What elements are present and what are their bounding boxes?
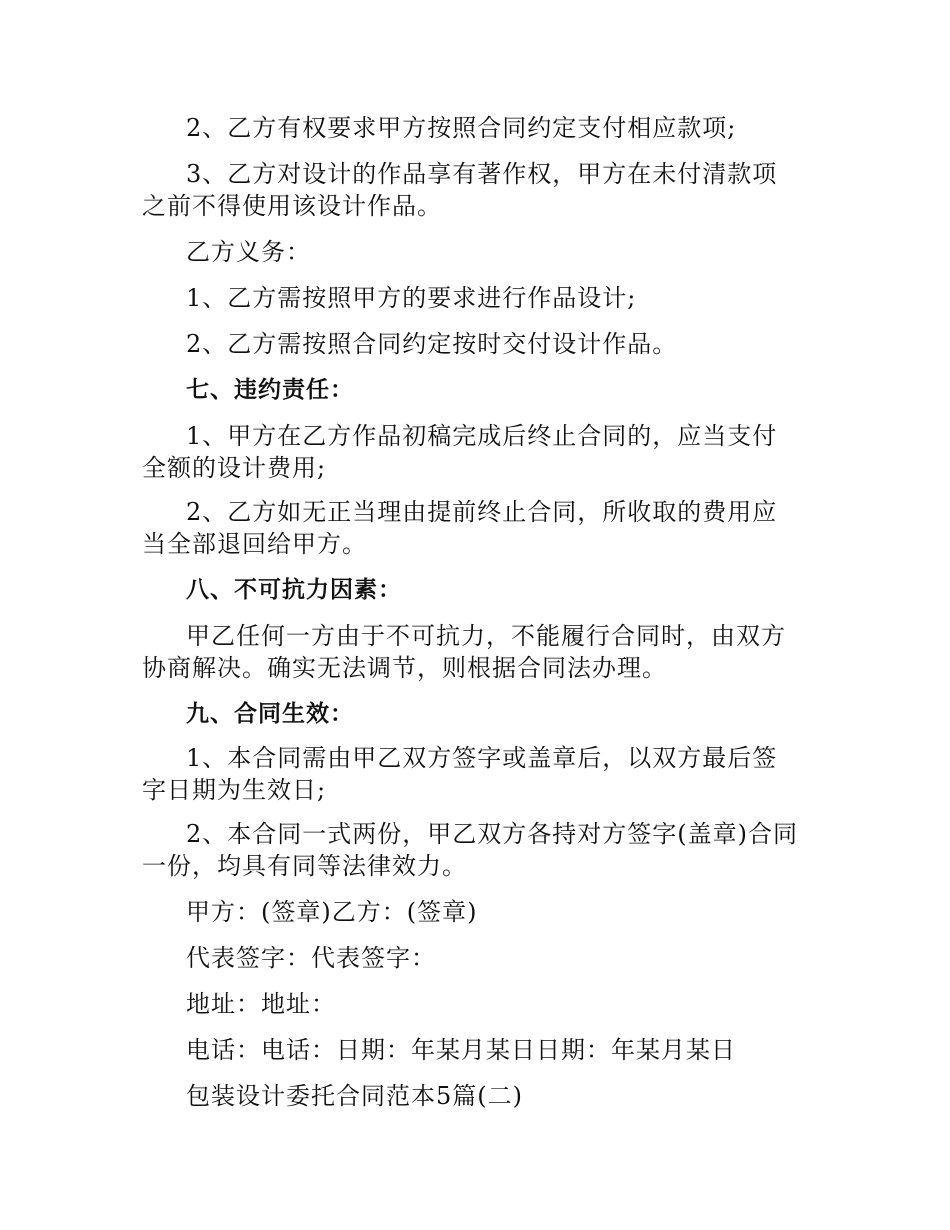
paragraph-obligations-title: 乙方义务： — [186, 238, 311, 266]
section-heading-force-majeure: 八、不可抗力因素： — [186, 577, 402, 603]
paragraph-rights-2: 2、乙方有权要求甲方按照合同约定支付相应款项; — [186, 114, 737, 142]
paragraph-force-majeure: 甲乙任何一方由于不可抗力，不能履行合同时，由双方协商解决。确实无法调节，则根据合同法办理。 — [142, 622, 786, 682]
address-line: 地址：地址： — [186, 990, 336, 1018]
signature-line: 甲方：(签章)乙方：(签章) — [186, 898, 478, 926]
next-section-title: 包装设计委托合同范本5篇(二) — [186, 1082, 523, 1110]
phone-date-line: 电话：电话：日期：年某月某日日期：年某月某日 — [186, 1036, 736, 1064]
paragraph-obligations-1: 1、乙方需按照甲方的要求进行作品设计; — [186, 284, 637, 312]
paragraph-breach-2: 2、乙方如无正当理由提前终止合同，所收取的费用应当全部退回给甲方。 — [142, 498, 778, 558]
paragraph-obligations-2: 2、乙方需按照合同约定按时交付设计作品。 — [186, 330, 678, 358]
section-heading-breach: 七、违约责任： — [186, 377, 354, 403]
representative-line: 代表签字：代表签字： — [186, 944, 436, 972]
paragraph-effectiveness-1: 1、本合同需由甲乙双方签字或盖章后，以双方最后签字日期为生效日; — [142, 744, 778, 804]
section-heading-effectiveness: 九、合同生效： — [186, 701, 354, 727]
paragraph-breach-1: 1、甲方在乙方作品初稿完成后终止合同的，应当支付全额的设计费用; — [142, 422, 778, 482]
paragraph-effectiveness-2: 2、本合同一式两份，甲乙双方各持对方签字(盖章)合同一份，均具有同等法律效力。 — [142, 820, 798, 880]
paragraph-rights-3: 3、乙方对设计的作品享有著作权，甲方在未付清款项之前不得使用该设计作品。 — [142, 160, 778, 220]
